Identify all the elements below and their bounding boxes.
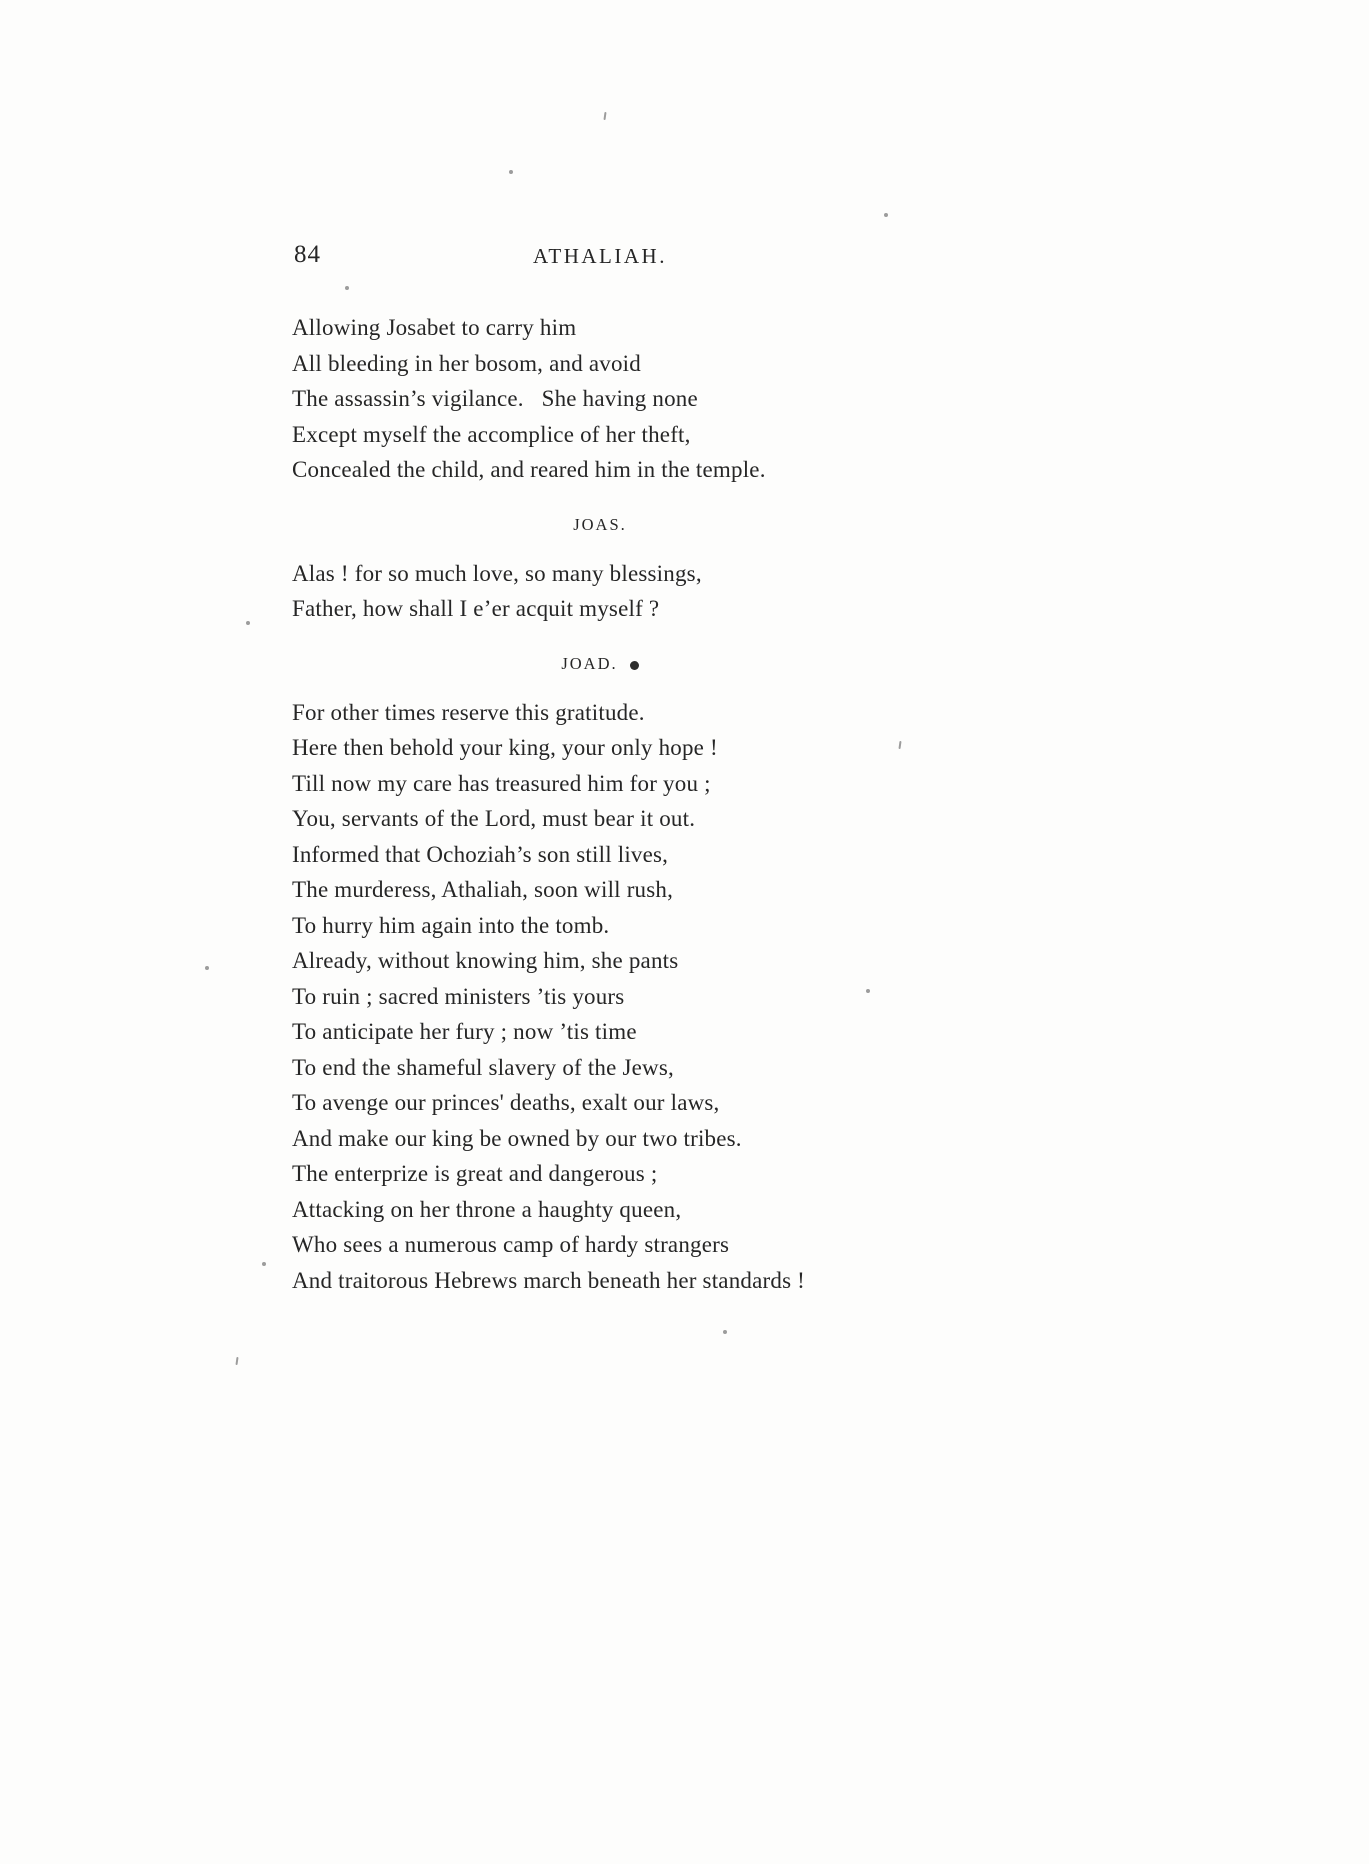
verse-line: Till now my care has treasured him for you ; [292,770,711,796]
scan-speck [345,286,349,290]
verse-line: And make our king be owned by our two tribes. [292,1125,742,1151]
verse-line: To avenge our princes' deaths, exalt our laws, [292,1090,720,1115]
verse-line: Except myself the accomplice of her theft, [292,421,691,447]
scan-speck [866,989,870,993]
verse-line: Concealed the child, and reared him in the temple. [292,457,766,482]
verse-line: Father, how shall I e’er acquit myself ? [292,596,660,621]
verse-line: The murderess, Athaliah, soon will rush, [292,877,674,902]
verse-line: To ruin ; sacred ministers ’tis yours [292,983,625,1009]
verse-line: Who sees a numerous camp of hardy strangers [292,1232,730,1257]
speaker-name [292,654,908,674]
verse-line: To end the shameful slavery of the Jews, [292,1054,674,1080]
scan-speck [509,170,513,174]
verse-line: The assassin’s vigilance. She having none [292,386,698,411]
verse-line: And traitorous Hebrews march beneath her standards ! [292,1267,806,1293]
verse-line: You, servants of the Lord, must bear it out. [292,806,696,831]
speaker-name-text: JOAD. [561,653,618,673]
scan-speck [603,112,606,120]
verse-line: Here then behold your king, your only hope ! [292,735,718,760]
scan-speck [205,966,209,970]
page-title: ATHALIAH. [533,244,667,268]
speaker-name-text: JOAS. [573,514,627,534]
verse-line: Already, without knowing him, she pants [292,948,679,973]
verse-line: To anticipate her fury ; now ’tis time [292,1019,637,1044]
text-block [292,240,908,1324]
verse-line: Attacking on her throne a haughty queen, [292,1196,682,1222]
verse-line: For other times reserve this gratitude. [292,699,645,725]
scan-speck [262,1262,266,1266]
verse-line: All bleeding in her bosom, and avoid [292,350,641,376]
speaker-name [292,515,908,535]
page-body [292,310,908,1298]
verse-block [292,695,908,1299]
verse-line: Informed that Ochoziah’s son still lives, [292,841,669,867]
scan-speck [884,213,888,217]
ink-blot-icon [630,661,639,670]
verse-line: The enterprize is great and dangerous ; [292,1161,658,1186]
scan-speck [246,621,250,625]
scan-speck [723,1330,727,1334]
verse-line: Allowing Josabet to carry him [292,315,577,340]
verse-block [292,556,908,627]
verse-block [292,310,908,488]
page-number: 84 [294,241,321,268]
page-header [292,240,908,274]
verse-line: To hurry him again into the tomb. [292,912,610,938]
verse-line: Alas ! for so much love, so many blessings, [292,560,702,586]
scan-speck [235,1357,238,1365]
